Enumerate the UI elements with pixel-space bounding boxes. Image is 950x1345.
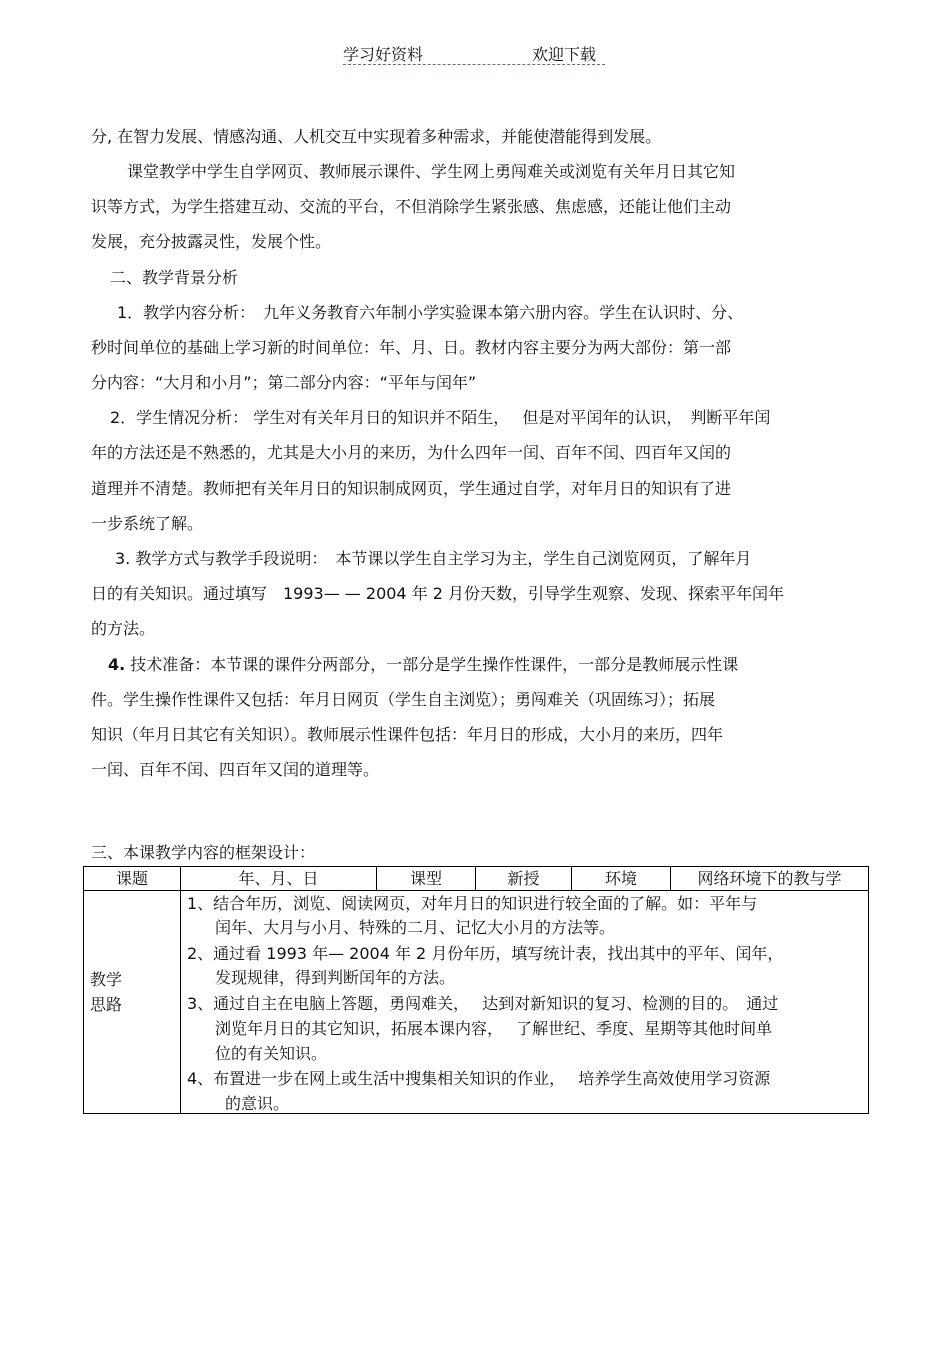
paragraph-line: 年的方法还是不熟悉的，尤其是大小月的来历，为什么四年一闰、百年不闰、四百年又闰的	[91, 443, 732, 462]
step-line: 闰年、大月与小月、特殊的二月、记忆大小月的方法等。	[215, 918, 616, 937]
page-header	[0, 40, 950, 68]
step-line: 1、结合年历，浏览、阅读网页，对年月日的知识进行较全面的了解。如：平年与	[187, 894, 758, 913]
step-line: 2、通过看 1993 年— 2004 年 2 月份年历，填写统计表，找出其中的平年、闰年，	[187, 944, 784, 963]
paragraph-line: 课堂教学中学生自学网页、教师展示课件、学生网上勇闯难关或浏览有关年月日其它知	[127, 162, 736, 181]
step-line: 发现规律，得到判断闰年的方法。	[215, 968, 456, 987]
paragraph-line: 一步系统了解。	[91, 514, 204, 533]
paragraph-line: 2．学生情况分析： 学生对有关年月日的知识并不陌生， 但是对平闰年的认识， 判断平年闰	[110, 408, 771, 427]
cell-text: 新授	[507, 869, 540, 888]
table-cell	[377, 867, 476, 891]
paragraph-line: 发展，充分披露灵性，发展个性。	[91, 232, 332, 251]
paragraph-line: 识等方式，为学生搭建互动、交流的平台，不但消除学生紧张感、焦虑感，还能让他们主动	[91, 197, 732, 216]
table-cell	[84, 891, 181, 1114]
table-cell	[181, 867, 377, 891]
paragraph-line: 1．教学内容分析： 九年义务教育六年制小学实验课本第六册内容。学生在认识时、分、	[117, 303, 744, 322]
step-line: 浏览年月日的其它知识，拓展本课内容， 了解世纪、季度、星期等其他时间单	[215, 1019, 773, 1038]
cell-text: 网络环境下的教与学	[697, 869, 842, 888]
item-number: 4.	[108, 655, 126, 674]
paragraph-line: 分, 在智力发展、情感沟通、人机交互中实现着多种需求，并能使潜能得到发展。	[91, 127, 662, 146]
framework-table	[83, 866, 869, 1114]
row-label: 思路	[90, 995, 123, 1014]
header-right-text: 欢迎下载	[532, 45, 597, 64]
table-cell	[572, 867, 671, 891]
paragraph-line: 分内容：“大月和小月”；第二部分内容：“平年与闰年”	[91, 373, 477, 392]
paragraph-line: 3. 教学方式与教学手段说明： 本节课以学生自主学习为主，学生自己浏览网页，了解年月	[115, 549, 752, 568]
step-line: 位的有关知识。	[215, 1044, 328, 1063]
cell-text: 环境	[604, 869, 637, 888]
table-cell	[671, 867, 869, 891]
table-cell	[476, 867, 572, 891]
table-row	[84, 891, 869, 1114]
section-heading-2: 二、教学背景分析	[110, 268, 239, 287]
paragraph-line: 秒时间单位的基础上学习新的时间单位：年、月、日。教材内容主要分为两大部份：第一部	[91, 338, 732, 357]
table-cell	[84, 867, 181, 891]
cell-text: 课型	[409, 869, 442, 888]
paragraph-line: 件。学生操作性课件又包括：年月日网页（学生自主浏览）；勇闯难关（巩固练习）；拓展	[91, 690, 716, 709]
table-header-row	[84, 867, 869, 891]
paragraph-line	[108, 655, 738, 675]
section-heading-3: 三、本课教学内容的框架设计：	[91, 843, 316, 862]
paragraph-line: 日的有关知识。通过填写 1993— — 2004 年 2 月份天数，引导学生观察、发现、探索平年闰年	[91, 584, 785, 603]
cell-text: 课题	[115, 869, 148, 888]
paragraph-line: 知识（年月日其它有关知识）。教师展示性课件包括：年月日的形成，大小月的来历，四年	[91, 725, 724, 744]
header-dashed-rule	[343, 64, 605, 65]
item-text: 技术准备：本节课的课件分两部分，一部分是学生操作性课件，一部分是教师展示性课	[125, 655, 739, 674]
row-label: 教学	[90, 970, 123, 989]
step-line: 3、通过自主在电脑上答题，勇闯难关， 达到对新知识的复习、检测的目的。 通过	[187, 994, 779, 1013]
step-line: 的意识。	[225, 1094, 290, 1113]
paragraph-line: 道理并不清楚。教师把有关年月日的知识制成网页，学生通过自学，对年月日的知识有了进	[91, 479, 732, 498]
cell-text: 年、月、日	[238, 869, 319, 888]
table-cell	[181, 891, 869, 1114]
paragraph-line: 的方法。	[91, 619, 156, 638]
step-line: 4、布置进一步在网上或生活中搜集相关知识的作业， 培养学生高效使用学习资源	[187, 1069, 771, 1088]
paragraph-line: 一闰、百年不闰、四百年又闰的道理等。	[91, 760, 380, 779]
header-left-text: 学习好资料	[343, 45, 424, 64]
